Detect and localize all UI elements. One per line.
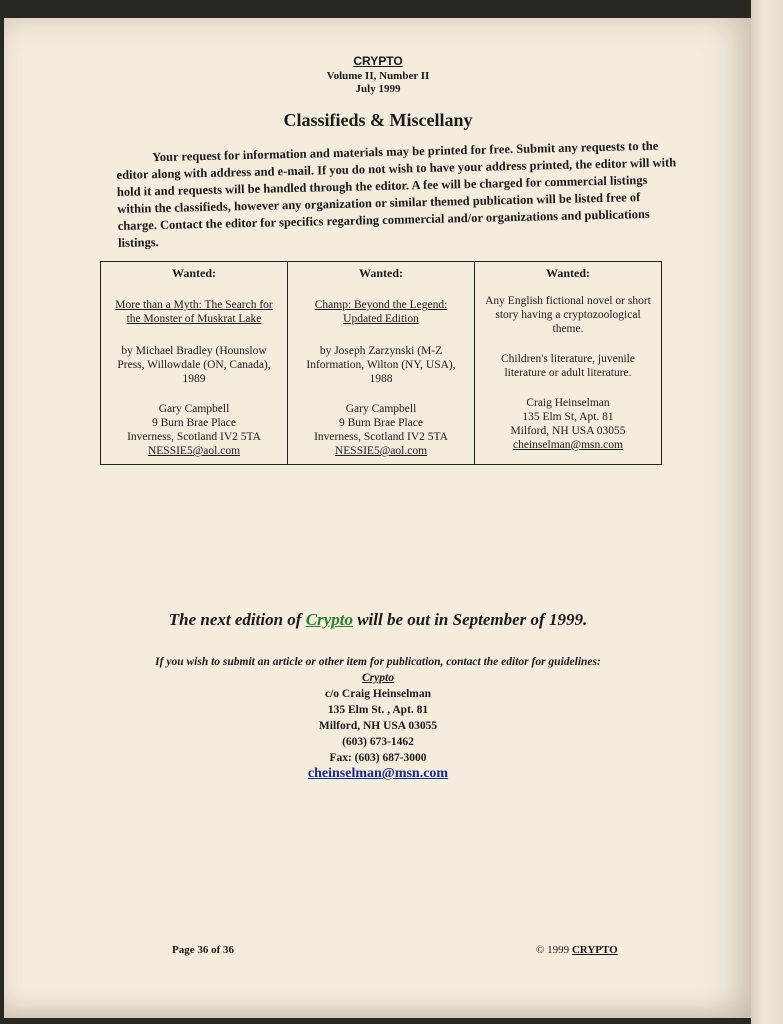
- wanted-description-2: Children's literature, juvenile literature or adult literature.: [501, 353, 635, 379]
- document-page: [4, 18, 752, 1018]
- page-number: Page 36 of 36: [172, 944, 235, 956]
- wanted-heading: Wanted:: [171, 266, 216, 280]
- contact-email-link[interactable]: NESSIE5@aol.com: [147, 445, 241, 457]
- contact-line-3: Milford, NH USA 03055: [318, 720, 438, 732]
- wanted-table: [100, 261, 662, 465]
- contact-publication: Crypto: [362, 672, 394, 684]
- wanted-book-title: Champ: Beyond the Legend: Updated Edition: [314, 299, 448, 325]
- contact-address-1: 9 Burn Brae Place: [152, 417, 236, 429]
- contact-line-1: c/o Craig Heinselman: [324, 688, 432, 700]
- contact-name: Craig Heinselman: [526, 397, 610, 409]
- contact-address-2: Milford, NH USA 03055: [510, 425, 626, 437]
- wanted-heading: Wanted:: [358, 266, 403, 280]
- contact-line-2: 135 Elm St. , Apt. 81: [327, 704, 429, 716]
- wanted-author: by Joseph Zarzynski (M-Z Information, Wilton (NY, USA), 1988: [306, 345, 456, 385]
- newsletter-title: CRYPTO: [353, 54, 403, 68]
- wanted-cell-1: [101, 262, 288, 465]
- intro-paragraph: Your request for information and materials may be printed for free. Submit any requests to the editor along with address and e-mail. If you do not wish to have your address printed, the editor will with hold it and requests will be handled through the editor. A fee will be charged for commercial listings within the classifieds, however any organization or similar themed publication will be listed free of charge. Contact the editor for specifics regarding commercial and/or organizations and publications listings.: [116, 138, 677, 250]
- wanted-book-title: More than a Myth: The Search for the Monster of Muskrat Lake: [115, 299, 273, 325]
- contact-address-1: 135 Elm St, Apt. 81: [522, 411, 614, 423]
- volume-number: Volume II, Number II: [326, 70, 430, 82]
- contact-email-link[interactable]: cheinselman@msn.com: [513, 439, 623, 451]
- next-edition-after: will be out in September of 1999.: [352, 610, 588, 629]
- wanted-heading: Wanted:: [545, 266, 590, 280]
- wanted-description: Any English fictional novel or short story having a cryptozoological theme.: [485, 295, 651, 335]
- copyright-name: CRYPTO: [571, 944, 618, 956]
- editor-email-link[interactable]: cheinselman@msn.com: [307, 766, 449, 781]
- submission-lead: If you wish to submit an article or other item for publication, contact the editor for guidelines:: [155, 656, 601, 668]
- copyright-prefix: © 1999: [536, 944, 572, 956]
- contact-address-2: Inverness, Scotland IV2 5TA: [127, 431, 261, 443]
- contact-name: Gary Campbell: [158, 403, 230, 415]
- section-title: Classifieds & Miscellany: [283, 110, 473, 130]
- contact-phone: (603) 673-1462: [342, 736, 414, 748]
- submission-contact: [4, 654, 752, 782]
- wanted-author: by Michael Bradley (Hounslow Press, Willowdale (ON, Canada), 1989: [117, 345, 271, 385]
- next-edition-notice: [4, 610, 752, 630]
- contact-address-1: 9 Burn Brae Place: [339, 417, 423, 429]
- contact-name: Gary Campbell: [345, 403, 417, 415]
- issue-date: July 1999: [355, 83, 401, 95]
- wanted-cell-2: [288, 262, 475, 465]
- next-edition-before: The next edition of: [168, 610, 306, 629]
- contact-email-link[interactable]: NESSIE5@aol.com: [334, 445, 428, 457]
- next-edition-publication-link[interactable]: Crypto: [305, 610, 353, 629]
- copyright: [536, 944, 618, 956]
- next-page-edge: [751, 0, 783, 1024]
- contact-fax: Fax: (603) 687-3000: [329, 752, 427, 764]
- wanted-cell-3: [475, 262, 662, 465]
- contact-address-2: Inverness, Scotland IV2 5TA: [314, 431, 448, 443]
